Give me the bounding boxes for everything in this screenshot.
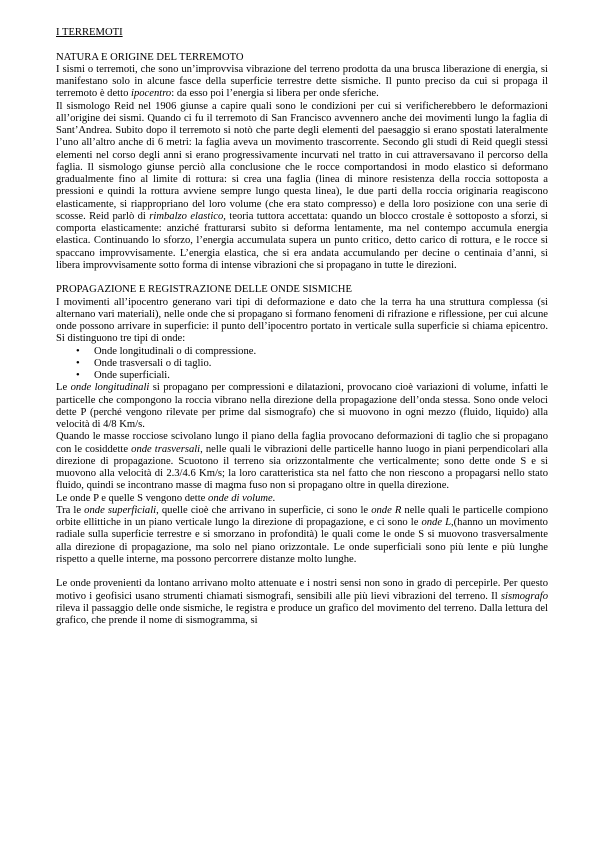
document-page — [56, 27, 548, 627]
document-title: I TERREMOTI — [56, 27, 123, 38]
text-run: , nelle quali le vibrazioni delle particelle hanno luogo in piani perpendicolari alla direzione di propagazione. Scuotono il terreno sia orizzontalmente che verticalmente; sono dette onde S e si muovono alla velocità di 2.3/4.6 Km/s; la loro caratteristica sta nel fatto che non riescono a propagarsi nello stato fluido, quindi se incontrano masse di magma fuso non si propagano oltre in quella direzione. — [56, 443, 549, 492]
emphasis-rimbalzo-elastico: rimbalzo elastico, — [149, 210, 226, 222]
text-run: Quando le masse rocciose scivolano lungo il piano della faglia provocano deformazioni di taglio che si propagano con le cosiddette — [56, 431, 548, 455]
text-run: rileva il passaggio delle onde sismiche, le registra e produce un grafico del movimento del terreno. Dalla lettura del grafico, che prende il nome di sismogramma, si — [56, 602, 548, 626]
text-run: : da esso poi l’energia si libera per onde sferiche. — [171, 88, 379, 100]
spacer — [56, 39, 548, 51]
paragraph-reid — [56, 101, 548, 273]
paragraph-onde-trasversali — [56, 431, 548, 492]
paragraph-sismografo — [56, 578, 548, 627]
section-heading-natura: NATURA E ORIGINE DEL TERREMOTO — [56, 51, 244, 63]
emphasis-ipocentro: ipocentro — [131, 88, 172, 100]
paragraph-onde-longitudinali — [56, 382, 548, 431]
text-run: Tra le — [56, 504, 85, 516]
text-run: Le onde provenienti da lontano arrivano molto attenuate e i nostri sensi non sono in grado di percepirle. Per questo motivo i geofisici usano strumenti chiamati sismografi, sensibili alle più lievi vibrazioni del terreno. Il — [56, 578, 548, 602]
paragraph-ipocentro — [56, 64, 548, 101]
text-run: Il sismologo Reid nel 1906 giunse a capire quali sono le condizioni per cui si verificherebbero le deformazioni all’origine dei sismi. Quando ci fu il terremoto di San Francisco avvennero anche dei movimenti lungo la faglia di Sant’Andrea. Subito dopo il terremoto si notò che parte degli elementi del paesaggio si erano spostati lateralmente l’uno all’altro anche di 6 metri: la faglia aveva un movimento trascorrente. Secondo gli studi di Reid quegli stessi elementi nel corso degli anni si erano progressivamente incurvati nel tratto in cui attraversavano il percorso della faglia. Il sismologo giunse perciò alla conclusione che le rocce comportandosi in modo elastico si deformano gradualmente fino al limite di rottura: si crea una faglia (linea di minore resistenza della roccia sottoposta a pressioni e quindi la rottura avviene sempre lungo questa linea), le due parti della roccia originaria reagiscono elasticamente, si riappropriano del loro volume (che era stato compresso) e della loro posizione con una serie di scosse. Reid parlò di — [56, 100, 548, 222]
list-item: • Onde superficiali. — [56, 370, 548, 382]
emphasis-onde-r: onde R — [371, 504, 402, 516]
paragraph-intro-onde: I movimenti all’ipocentro generano vari tipi di deformazione e dato che la terra ha una struttura complessa (si alternano vari materiali), nelle onde che si propagano si formano fenomeni di rifrazione e riflessione, per cui alcune onde possono arrivare in superficie: il punto dell’ipocentro portato in verticale sulla superficie si chiama epicentro. Si distinguono tre tipi di onde: — [56, 296, 548, 345]
emphasis-sismografo: sismografo — [500, 590, 548, 602]
text-run: si propagano per compressioni e dilatazioni, provocano cioè variazioni di volume, infatti le particelle che compongono la roccia vibrano nella direzione della propagazione dell’onda stessa. Sono onde veloci dette P (perché vengono rilevate per prime dal sismografo) che si muovono in ogni mezzo (fluido, liquido) alla velocità di 4/8 Km/s. — [56, 382, 548, 430]
spacer — [56, 566, 548, 578]
emphasis-onde-trasversali: onde trasversali — [131, 443, 201, 455]
paragraph-onde-di-volume — [56, 493, 548, 505]
spacer — [56, 272, 548, 284]
section-heading-propagazione: PROPAGAZIONE E REGISTRAZIONE DELLE ONDE SISMICHE — [56, 284, 352, 296]
text-run: , quelle cioè che arrivano in superficie, ci sono le — [156, 504, 372, 516]
emphasis-onde-longitudinali: onde longitudinali — [70, 382, 150, 394]
text-run: teoria tuttora accettata: quando un blocco crostale è sottoposto a sforzi, si comporta elasticamente: anziché fratturarsi subito si deforma lentamente, ma nel contempo accumula energia elastica. Continuando lo sforzo, l’energia accumulata supera un punto critico, detto carico di rottura, e le rocce si spaccano improvvisamente. L’energia elastica, che si era andata accumulando per decine o centinaia d’anni, si libera improvvisamente sotto forma di intense vibrazioni che si propagano in tutte le direzioni. — [56, 210, 549, 271]
emphasis-onde-di-volume: onde di volume. — [208, 492, 276, 504]
wave-types-list — [56, 346, 548, 383]
list-item: • Onde trasversali o di taglio. — [56, 358, 548, 370]
text-run: Le onde P e quelle S vengono dette — [56, 492, 209, 504]
text-run: I sismi o terremoti, che sono un’improvvisa vibrazione del terreno prodotta da una brusca liberazione di energia, si manifestano solo in alcune fasce della superficie terrestre dette sismiche. Il punto preciso da cui si propaga il terremoto è detto — [56, 63, 548, 100]
paragraph-onde-superficiali — [56, 505, 548, 566]
text-run: nelle quali le particelle compiono orbite ellittiche in un piano verticale lungo la direzione di propagazione, e ci sono le — [56, 504, 548, 528]
text-run: Le — [56, 382, 71, 394]
list-item: • Onde longitudinali o di compressione. — [56, 346, 548, 358]
emphasis-onde-l: onde L — [421, 517, 451, 528]
emphasis-onde-superficiali: onde superficiali — [84, 504, 157, 516]
text-run: ,(hanno un movimento radiale sulla superficie terrestre e si smorzano in profondità) le quali come le onde S si muovono trasversalmente alla direzione di propagazione, ma solo nel piano orizzontale. Le onde superficiali sono più lente e più lunghe rispetto a quelle interne, ma possono percorrere distanze molto lunghe. — [56, 517, 548, 565]
